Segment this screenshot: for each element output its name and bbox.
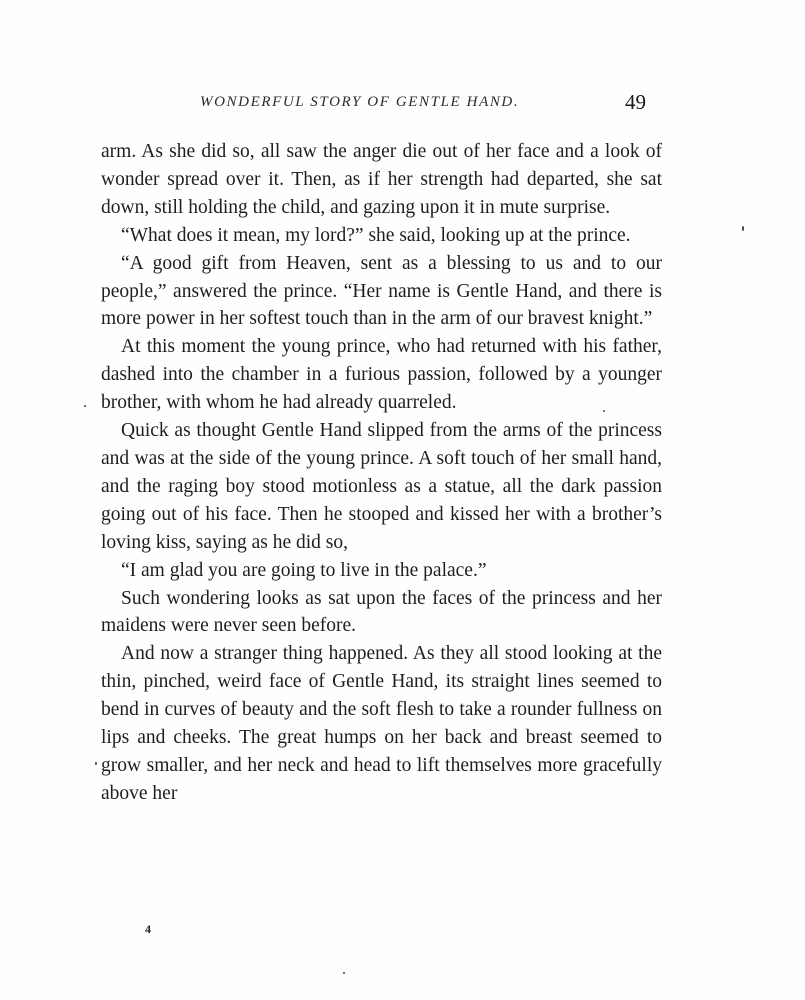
paragraph: And now a stranger thing happened. As they all stood looking at the thin, pinched, weird face of Gentle Hand, its straight lines seemed to bend in curves of beauty and the soft flesh to take a rounder fullness on lips and cheeks. The great humps on her back and breast seemed to grow smaller, and her neck and head to lift themselves more gracefully above her (101, 643, 662, 804)
print-speck (742, 226, 744, 231)
running-title: WONDERFUL STORY OF GENTLE HAND. (200, 94, 520, 110)
paragraph: “What does it mean, my lord?” she said, looking up at the prince. (121, 224, 631, 246)
body-text (101, 138, 662, 808)
print-speck (84, 405, 86, 407)
signature-mark: 4 (145, 922, 151, 936)
running-head (0, 92, 805, 122)
paragraph: Quick as thought Gentle Hand slipped from the arms of the princess and was at the side of the young prince. A soft touch of her small hand, and the raging boy stood motionless as a statue, all the dark passion going out of his face. Then he stooped and kissed her with a brother’s loving kiss, saying as he did so, (101, 420, 662, 553)
print-speck (95, 762, 97, 765)
paragraph: At this moment the young prince, who had returned with his father, dashed into the chamber in a furious passion, followed by a younger brother, with whom he had already quarreled. (101, 336, 662, 414)
print-speck (603, 410, 605, 412)
paragraph: arm. As she did so, all saw the anger die out of her face and a look of wonder spread over it. Then, as if her strength had departed, she sat down, still holding the child, and gazing upon it in mute surprise. (101, 141, 662, 218)
paragraph: “I am glad you are going to live in the palace.” (121, 559, 487, 581)
page-number: 49 (625, 90, 646, 114)
paragraph: “A good gift from Heaven, sent as a blessing to us and to our people,” answered the prince. “Her name is Gentle Hand, and there is more power in her softest touch than in the arm of our bravest knight.” (101, 252, 662, 330)
paragraph: Such wondering looks as sat upon the faces of the princess and her maidens were never seen before. (101, 587, 662, 637)
print-speck (343, 972, 345, 974)
